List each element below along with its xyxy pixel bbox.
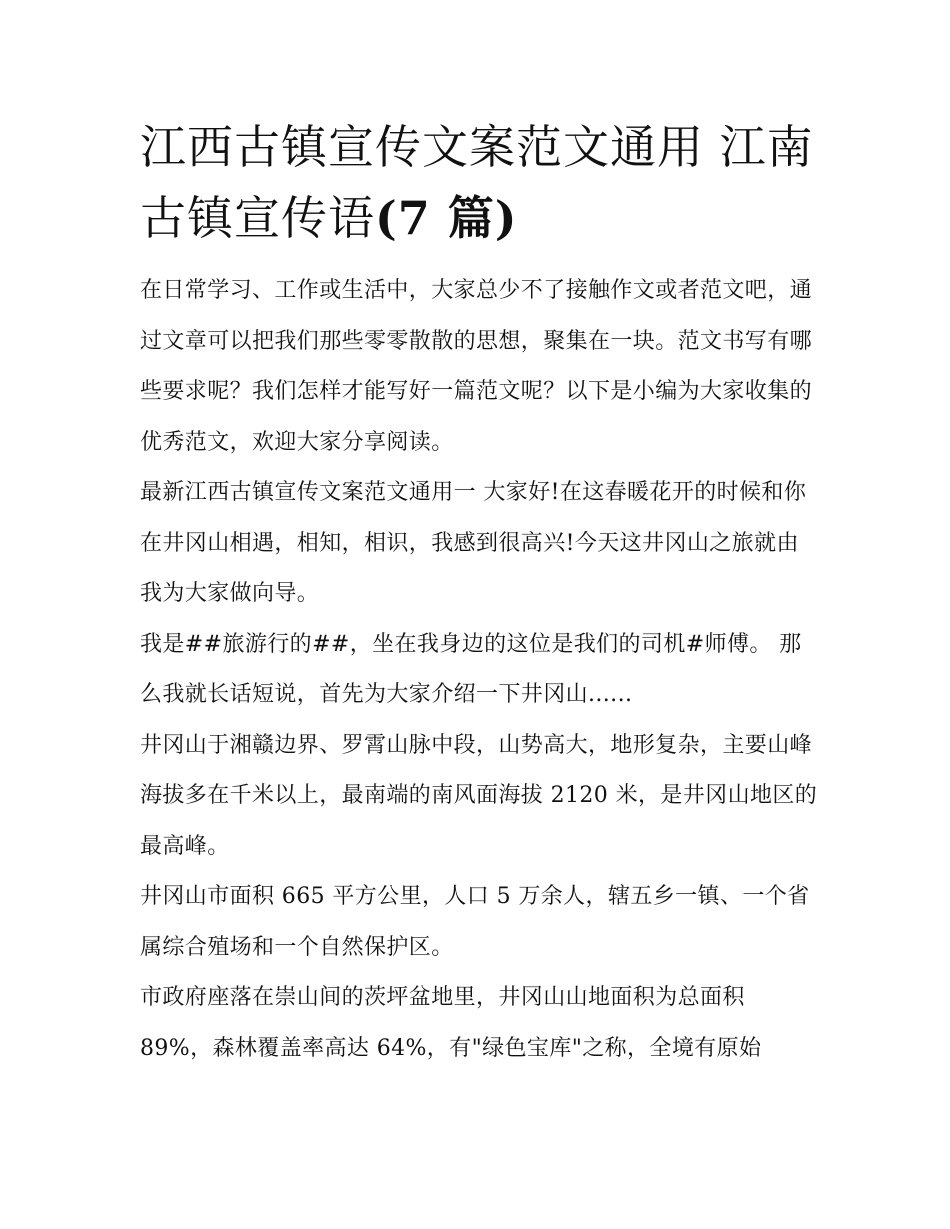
paragraph-area-population: 井冈山市面积 665 平方公里，人口 5 万余人，辖五乡一镇、一个省属综合殖场和一个自然保护区。 xyxy=(140,884,810,960)
paragraph-intro: 在日常学习、工作或生活中，大家总少不了接触作文或者范文吧，通过文章可以把我们那些零零散散的思想，聚集在一块。范文书写有哪些要求呢？我们怎样才能写好一篇范文呢？以下是小编为大家收集的优秀范文，欢迎大家分享阅读。 xyxy=(140,278,813,455)
document-title-main: 江西古镇宣传文案范文通用 江南古镇宣传语 xyxy=(140,120,814,245)
document-title-suffix: (7 篇) xyxy=(375,191,518,245)
document-content xyxy=(140,112,820,1074)
paragraph-greeting: 最新江西古镇宣传文案范文通用一 大家好!在这春暖花开的时候和你在井冈山相遇，相知，相识，我感到很高兴!今天这井冈山之旅就由我为大家做向导。 xyxy=(140,480,807,606)
paragraph-geography: 井冈山于湘赣边界、罗霄山脉中段，山势高大，地形复杂，主要山峰海拔多在千米以上，最南端的南风面海拔 2120 米，是井冈山地区的最高峰。 xyxy=(140,732,818,859)
paragraph-guide-intro: 我是##旅游行的##，坐在我身边的这位是我们的司机#师傅。 那么我就长话短说，首先为大家介绍一下井冈山...... xyxy=(140,631,802,707)
paragraph-forest: 市政府座落在崇山间的茨坪盆地里，井冈山山地面积为总面积 89%，森林覆盖率高达 64%，有"绿色宝库"之称，全境有原始 xyxy=(140,985,762,1061)
document-title xyxy=(140,112,820,254)
